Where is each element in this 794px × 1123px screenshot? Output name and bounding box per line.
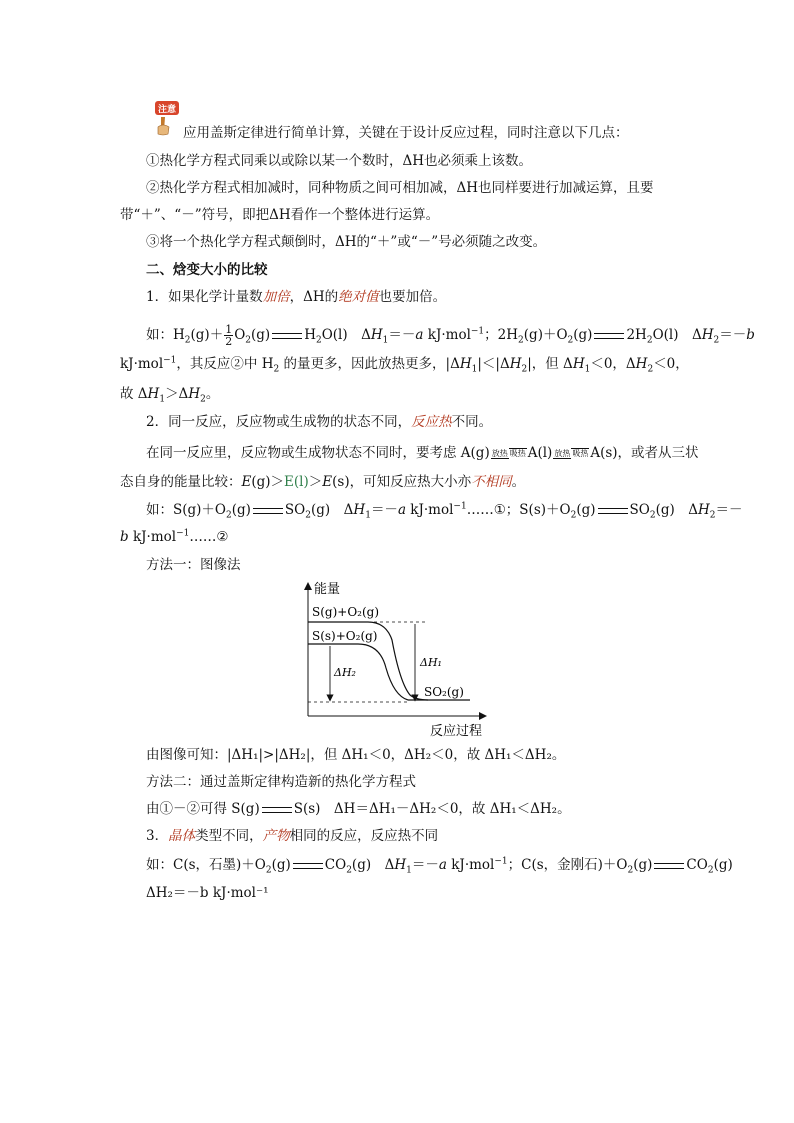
dh1-label: ΔH₁: [420, 656, 442, 669]
rule-3: 3．晶体类型不同，产物相同的反应，反应热不同: [146, 828, 439, 844]
example-3-line-1: 如：C(s，石墨)$+O_2(g)$ $CO_2(g)$ $\Delta H_1=-a$ kJ·mol$^{-1}$；C(s，金刚石)$+O_2(g)$ $CO_2(g)$: [146, 856, 733, 876]
rule-1: 1．如果化学计量数加倍，ΔH的绝对值也要加倍。: [146, 289, 447, 305]
conclusion-2: 由①－②可得 S(g) S(s) ΔH＝ΔH₁－ΔH₂＜0，故 ΔH₁＜ΔH₂。: [146, 801, 571, 817]
rule-2: 2．同一反应，反应物或生成物的状态不同，反应热不同。: [146, 414, 493, 430]
top-state-label: S(g)+O₂(g): [312, 605, 380, 619]
example-2-line-2: b kJ·mol$^{-1}$……②: [120, 528, 229, 545]
note-badge-text: 注意: [157, 105, 177, 115]
mid-state-label: S(s)+O₂(g): [312, 629, 378, 643]
dh2-label: ΔH₂: [334, 666, 356, 679]
section-title: 二、焓变大小的比较: [146, 262, 268, 278]
example-1-explanation: kJ·mol$^{-1}$，其反应②中 $H_2$ 的量更多，因此放热更多，$|\Delta H_1|<|\Delta H_2|$，但 $\Delta H_1<0$，$\Delta H_2<0$，: [120, 355, 689, 375]
example-3-line-2: ΔH₂＝－b kJ·mol⁻¹: [146, 885, 269, 901]
x-axis-label: 反应过程: [430, 724, 483, 739]
note-point-1: ①热化学方程式同乘以或除以某一个数时，ΔH也必须乘上该数。: [146, 153, 533, 169]
note-intro: 应用盖斯定律进行简单计算，关键在于设计反应过程，同时注意以下几点：: [183, 125, 629, 141]
note-point-2b: 带“＋”、“－”符号，即把ΔH看作一个整体进行运算。: [120, 207, 440, 223]
note-point-3: ③将一个热化学方程式颠倒时，ΔH的“＋”或“－”号必须随之改变。: [146, 234, 547, 250]
example-2-line-1: 如：$S(g)+O_2(g)$ $SO_2(g)$ $\Delta H_1=-a$ kJ·mol$^{-1}$……①；$S(s)+O_2(g)$ $SO_2(g)$ $\Delta H_2=-$: [146, 501, 743, 521]
rule-2-paragraph-line-1: 在同一反应里，反应物或生成物状态不同时，要考虑 A(g) 放热 吸热 A(l) 放热 吸热 A(s)，或者从三状: [146, 445, 699, 461]
energy-diagram: [288, 578, 503, 743]
method-2: 方法二：通过盖斯定律构造新的热化学方程式: [146, 774, 416, 790]
method-1: 方法一：图像法: [146, 557, 241, 573]
y-axis-label: 能量: [314, 582, 341, 597]
note-badge-icon: [153, 101, 181, 137]
example-1-conclusion: 故 $\Delta H_1>\Delta H_2$。: [120, 386, 220, 405]
curve-ss: [308, 644, 408, 700]
note-point-2a: ②热化学方程式相加减时，同种物质之间可相加减，ΔH也同样要进行加减运算，且要: [146, 180, 654, 196]
conclusion-1: 由图像可知：|ΔH₁|>|ΔH₂|，但 ΔH₁＜0，ΔH₂＜0，故 ΔH₁＜ΔH₂。: [146, 747, 566, 763]
example-1-equations: 如：$H_2(g)+$ $\frac{1}{2}$ $O_2(g)$ $H_2O(l)$ $\Delta H_1=-a$ kJ·mol$^{-1}$；$2H_2(g)+O_2(g)$ $2H_2O(l)$ $\Delta H_2=-b$: [146, 323, 755, 348]
product-label: SO₂(g): [424, 685, 464, 699]
rule-2-paragraph-line-2: 态自身的能量比较：E(g)＞E(l)＞E(s)，可知反应热大小亦不相同。: [120, 474, 526, 490]
